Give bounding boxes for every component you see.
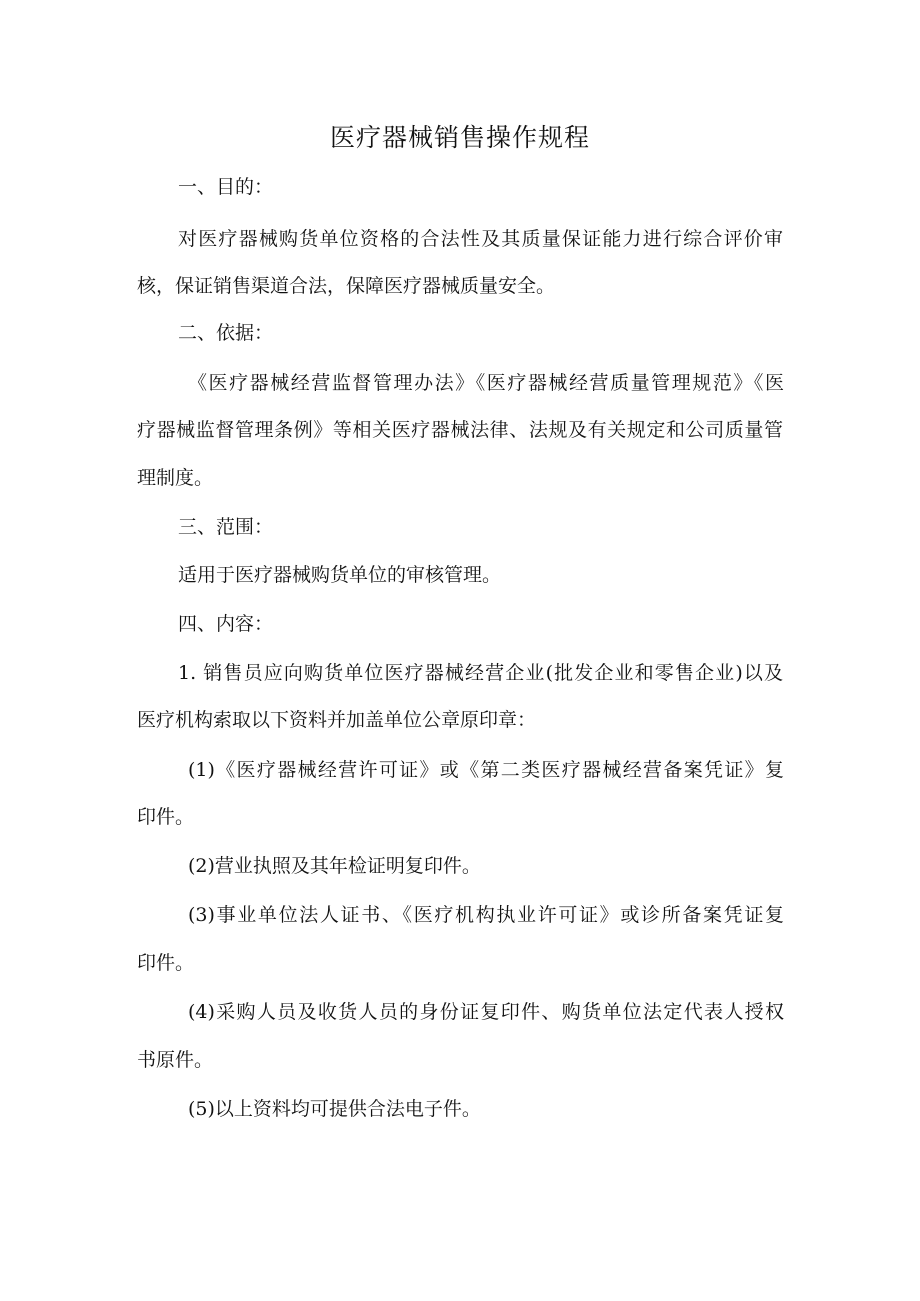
content-item1-line-2: 医疗机构索取以下资料并加盖单位公章原印章： <box>137 709 537 731</box>
purpose-line-2: 核，保证销售渠道合法，保障医疗器械质量安全。 <box>137 275 556 297</box>
basis-line-2: 疗器械监督管理条例》等相关医疗器械法律、法规及有关规定和公司质量管 <box>137 419 783 441</box>
content-heading: 四、内容： <box>178 613 274 635</box>
scope-line-1: 适用于医疗器械购货单位的审核管理。 <box>178 564 502 586</box>
sub-item-1-line-1: (1)《医疗器械经营许可证》或《第二类医疗器械经营备案凭证》复 <box>188 759 784 781</box>
sub-item-2-line-1: (2)营业执照及其年检证明复印件。 <box>188 855 481 877</box>
sub-item-3-line-2: 印件。 <box>137 952 195 974</box>
sub-item-3-line-1: (3)事业单位法人证书、《医疗机构执业许可证》或诊所备案凭证复 <box>188 904 784 926</box>
content-item1-line-1: 1. 销售员应向购货单位医疗器械经营企业(批发企业和零售企业)以及 <box>178 662 783 684</box>
basis-line-1: 《医疗器械经营监督管理办法》《医疗器械经营质量管理规范》《医 <box>188 372 784 394</box>
purpose-heading: 一、目的： <box>178 176 274 198</box>
sub-item-5-line-1: (5)以上资料均可提供合法电子件。 <box>188 1098 481 1120</box>
scope-heading: 三、范围： <box>178 516 274 538</box>
purpose-line-1: 对医疗器械购货单位资格的合法性及其质量保证能力进行综合评价审 <box>178 228 783 250</box>
sub-item-1-line-2: 印件。 <box>137 806 195 828</box>
basis-line-3: 理制度。 <box>137 467 214 489</box>
sub-item-4-line-2: 书原件。 <box>137 1049 214 1071</box>
sub-item-4-line-1: (4)采购人员及收货人员的身份证复印件、购货单位法定代表人授权 <box>188 1001 784 1023</box>
document-title: 医疗器械销售操作规程 <box>329 123 590 152</box>
basis-heading: 二、依据： <box>178 322 274 344</box>
